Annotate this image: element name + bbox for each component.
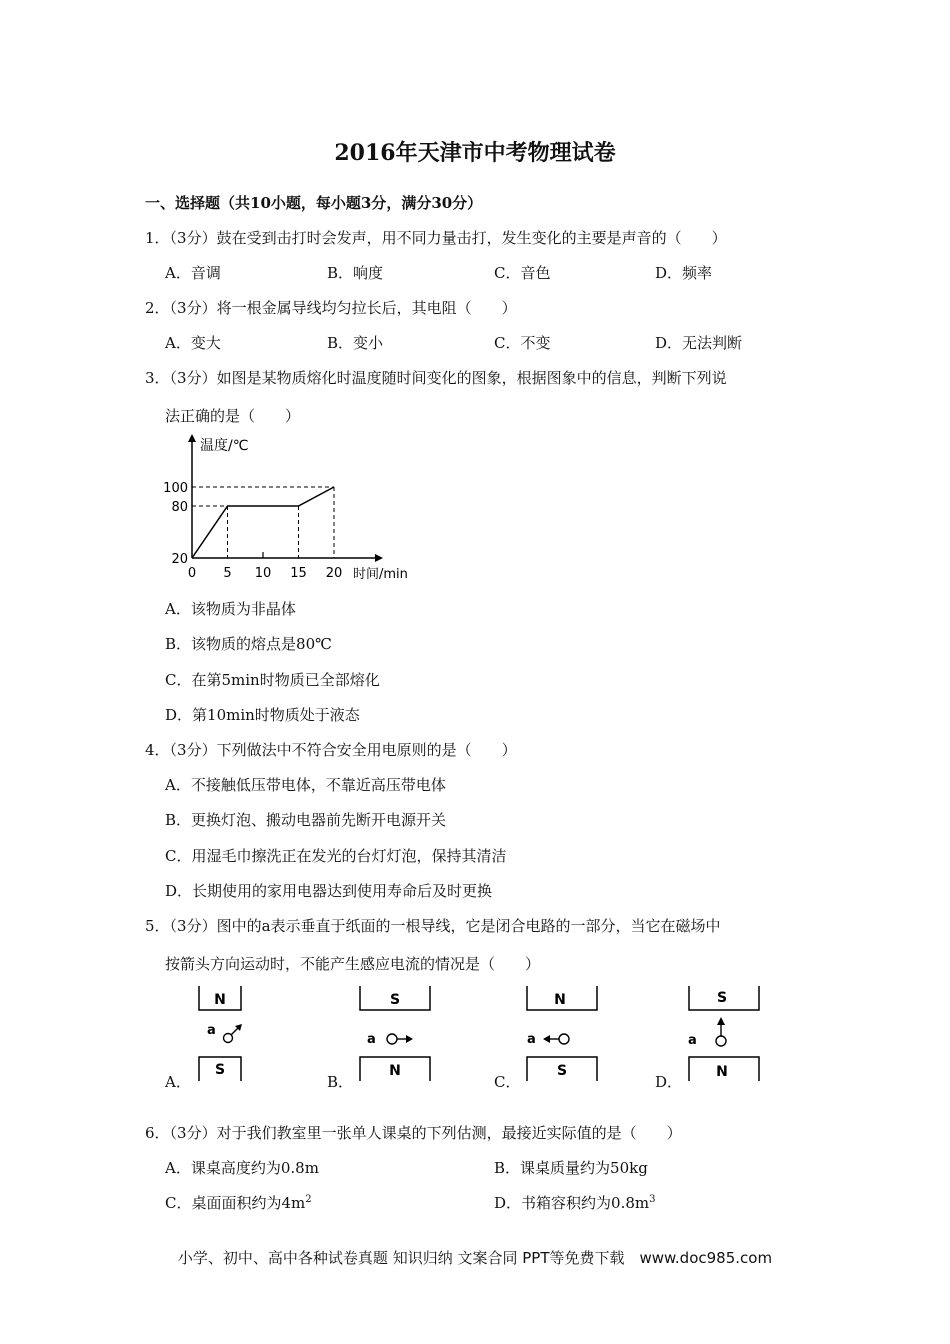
question-5-cont: 按箭头方向运动时，不能产生感应电流的情况是（ ） bbox=[165, 955, 541, 973]
temperature-line bbox=[192, 487, 334, 558]
y-tick-label: 20 bbox=[171, 552, 188, 567]
wire-label: a bbox=[527, 1032, 536, 1047]
wire-label: a bbox=[207, 1023, 216, 1038]
motion-arrowhead bbox=[406, 1035, 413, 1043]
x-tick-label: 20 bbox=[325, 566, 343, 581]
q1-option-d: D．频率 bbox=[655, 264, 713, 282]
magnet-top-pole: N bbox=[554, 992, 566, 1008]
question-4: 4．（3分）下列做法中不符合安全用电原则的是（ ） bbox=[145, 741, 517, 759]
q4-option-a: A．不接触低压带电体，不靠近高压带电体 bbox=[165, 776, 446, 794]
q4-option-d: D．长期使用的家用电器达到使用寿命后及时更换 bbox=[165, 882, 493, 900]
q5-figure-a bbox=[195, 986, 255, 1082]
wire-cross-section bbox=[716, 1036, 726, 1046]
chart-ticks bbox=[163, 481, 342, 581]
q6-option-b: B．课桌质量约为50kg bbox=[494, 1159, 648, 1177]
motion-arrowhead bbox=[543, 1035, 550, 1043]
q5-figure-c bbox=[522, 986, 602, 1082]
magnet-bottom-pole: N bbox=[716, 1064, 728, 1080]
section-heading: 一、选择题（共10小题，每小题3分，满分30分） bbox=[145, 194, 483, 212]
q3-option-b: B．该物质的熔点是80℃ bbox=[165, 635, 332, 653]
q6-option-d bbox=[494, 1192, 655, 1213]
magnet-top-pole: S bbox=[716, 990, 728, 1006]
q6-option-d-text: D．书箱容积约为0.8m bbox=[494, 1194, 650, 1212]
q6-option-c-exponent: 2 bbox=[305, 1194, 312, 1205]
y-tick-label: 100 bbox=[163, 481, 188, 496]
q6-option-d-exponent: 3 bbox=[649, 1194, 656, 1205]
melting-chart bbox=[160, 432, 420, 584]
q4-option-c: C．用湿毛巾擦洗正在发光的台灯灯泡，保持其清洁 bbox=[165, 847, 507, 865]
footer-note: 小学、初中、高中各种试卷真题 知识归纳 文案合同 PPT等免费下载 www.doc985.com bbox=[177, 1249, 773, 1267]
question-5: 5．（3分）图中的a表示垂直于纸面的一根导线，它是闭合电路的一部分，当它在磁场中 bbox=[145, 917, 721, 935]
q6-option-c bbox=[165, 1192, 312, 1213]
x-tick-label: 15 bbox=[290, 566, 307, 581]
x-tick-label: 0 bbox=[187, 566, 197, 581]
q6-option-a: A．课桌高度约为0.8m bbox=[165, 1159, 319, 1177]
q5-option-b-label: B． bbox=[327, 1073, 354, 1091]
motion-arrowhead bbox=[717, 1017, 725, 1025]
y-axis-arrow bbox=[188, 434, 196, 442]
wire-label: a bbox=[688, 1033, 697, 1048]
magnet-bottom-pole: S bbox=[556, 1063, 568, 1079]
q5-figure-b bbox=[355, 986, 435, 1082]
x-tick-label: 5 bbox=[223, 566, 232, 581]
y-axis-label: 温度/℃ bbox=[200, 438, 249, 454]
q5-option-d-label: D． bbox=[655, 1073, 683, 1091]
q3-option-a: A．该物质为非晶体 bbox=[165, 600, 296, 618]
q1-option-c: C．音色 bbox=[494, 264, 551, 282]
x-axis-label: 时间/min bbox=[353, 567, 408, 582]
q1-option-a: A．音调 bbox=[165, 264, 221, 282]
q4-option-b: B．更换灯泡、搬动电器前先断开电源开关 bbox=[165, 811, 447, 829]
question-3: 3．（3分）如图是某物质熔化时温度随时间变化的图象，根据图象中的信息，判断下列说 bbox=[145, 369, 727, 387]
x-tick-label: 10 bbox=[254, 566, 272, 581]
q2-option-d: D．无法判断 bbox=[655, 334, 743, 352]
wire-cross-section bbox=[387, 1034, 397, 1044]
question-2: 2．（3分）将一根金属导线均匀拉长后，其电阻（ ） bbox=[145, 299, 517, 317]
y-tick-label: 80 bbox=[171, 500, 188, 515]
magnet-top-pole: N bbox=[214, 992, 226, 1008]
magnet-top-pole: S bbox=[389, 992, 401, 1008]
magnet-bottom-pole: N bbox=[389, 1063, 401, 1079]
q5-option-c-label: C． bbox=[494, 1073, 521, 1091]
q2-option-a: A．变大 bbox=[165, 334, 221, 352]
q1-option-b: B．响度 bbox=[327, 264, 384, 282]
q2-option-b: B．变小 bbox=[327, 334, 384, 352]
q2-option-c: C．不变 bbox=[494, 334, 551, 352]
exam-title: 2016年天津市中考物理试卷 bbox=[334, 140, 616, 166]
q6-option-c-text: C．桌面面积约为4m bbox=[165, 1194, 306, 1212]
question-3-cont: 法正确的是（ ） bbox=[165, 407, 301, 425]
wire-cross-section bbox=[559, 1034, 569, 1044]
question-6: 6．（3分）对于我们教室里一张单人课桌的下列估测，最接近实际值的是（ ） bbox=[145, 1124, 682, 1142]
x-axis-arrow bbox=[375, 554, 383, 562]
wire-label: a bbox=[367, 1032, 376, 1047]
q3-option-c: C．在第5min时物质已全部熔化 bbox=[165, 671, 380, 689]
question-1: 1．（3分）鼓在受到击打时会发声，用不同力量击打，发生变化的主要是声音的（ ） bbox=[145, 229, 727, 247]
magnet-bottom-pole: S bbox=[214, 1062, 226, 1078]
q5-figure-d bbox=[684, 986, 764, 1082]
q3-option-d: D．第10min时物质处于液态 bbox=[165, 706, 360, 724]
q5-option-a-label: A． bbox=[165, 1073, 191, 1091]
